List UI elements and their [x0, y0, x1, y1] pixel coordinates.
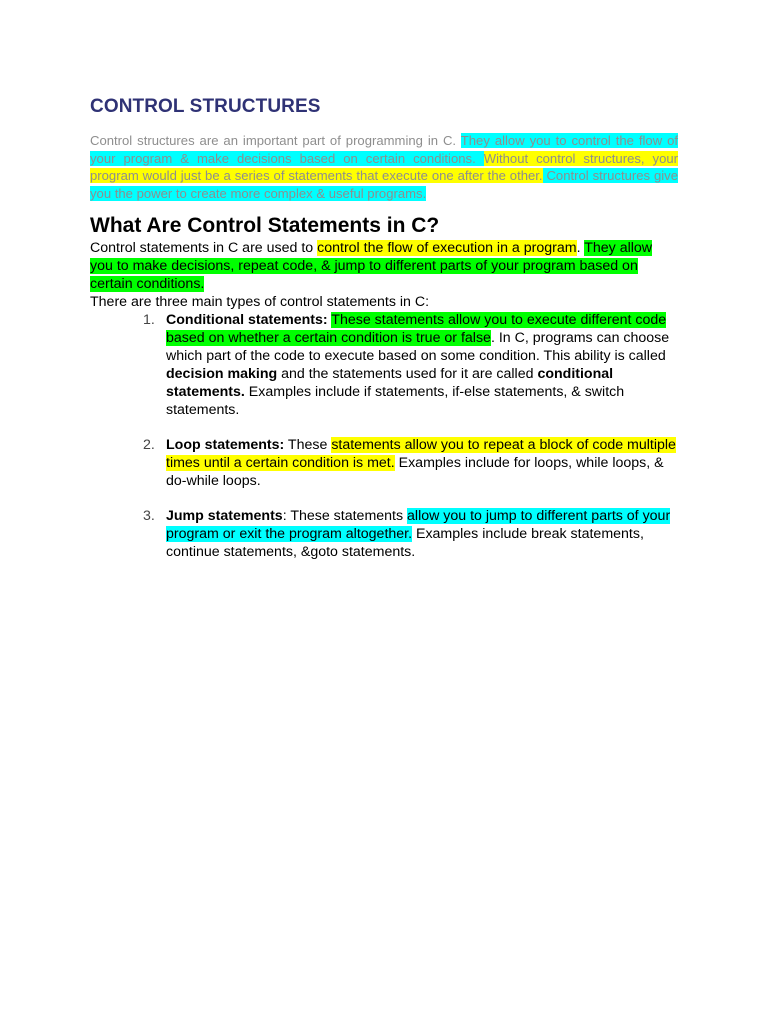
- document-title: CONTROL STRUCTURES: [90, 96, 321, 117]
- list-term: Conditional statements:: [166, 311, 328, 328]
- section-paragraph: [90, 239, 678, 293]
- list-highlight-yellow: statements allow you to repeat a block of code multiple times until a certain condition is met.: [166, 436, 676, 471]
- list-bold-text: decision making: [166, 365, 278, 382]
- list-number: 2.: [143, 436, 155, 453]
- list-number: 1.: [143, 311, 155, 328]
- list-text: and the statements used for it are called: [277, 365, 538, 382]
- list-term: Jump statements: [166, 507, 283, 524]
- list-text: These: [284, 436, 332, 453]
- section-highlight-yellow: control the flow of execution in a program: [317, 239, 577, 256]
- list-text: Examples include for loops, while loops, & do-while loops.: [166, 454, 664, 489]
- document-page: [90, 94, 678, 561]
- list-number: 3.: [143, 507, 155, 524]
- section-highlight-green: They allow you to make decisions, repeat code, & jump to different parts of your program based on certain conditions.: [90, 239, 653, 292]
- list-item-conditional: [143, 311, 678, 419]
- list-highlight-green: These statements allow you to execute different code based on whether a certain condition is true or false: [166, 311, 667, 346]
- list-item-jump: [143, 507, 678, 561]
- intro-sentence-1: Control structures are an important part of programming in C.: [90, 133, 461, 148]
- list-text: Examples include break statements, continue statements, &goto statements.: [166, 525, 644, 560]
- list-item-loop: [143, 436, 678, 490]
- control-types-list: [90, 311, 678, 561]
- list-text: : These statements: [282, 507, 408, 524]
- list-bold-text: conditional statements.: [166, 365, 614, 400]
- list-text: . In C, programs can choose which part of the code to execute based on some condition. This ability is called: [166, 329, 670, 364]
- intro-highlight-yellow: Without control structures, your program would just be a series of statements that execute one after the other.: [90, 150, 679, 184]
- intro-highlight-cyan: They allow you to control the flow of your program & make decisions based on certain conditions.: [90, 133, 679, 166]
- section-heading: What Are Control Statements in C?: [90, 213, 440, 237]
- section-text: Control statements in C are used to: [90, 239, 318, 256]
- list-term: Loop statements:: [166, 436, 285, 453]
- types-intro: There are three main types of control statements in C:: [90, 293, 430, 310]
- list-text: Examples include if statements, if-else statements, & switch statements.: [166, 383, 625, 418]
- section-text-period: .: [576, 239, 585, 256]
- list-highlight-cyan: allow you to jump to different parts of your program or exit the program altogether.: [166, 507, 671, 542]
- intro-paragraph: [90, 132, 678, 203]
- intro-highlight-cyan-2: Control structures give you the power to create more complex & useful programs.: [90, 168, 678, 202]
